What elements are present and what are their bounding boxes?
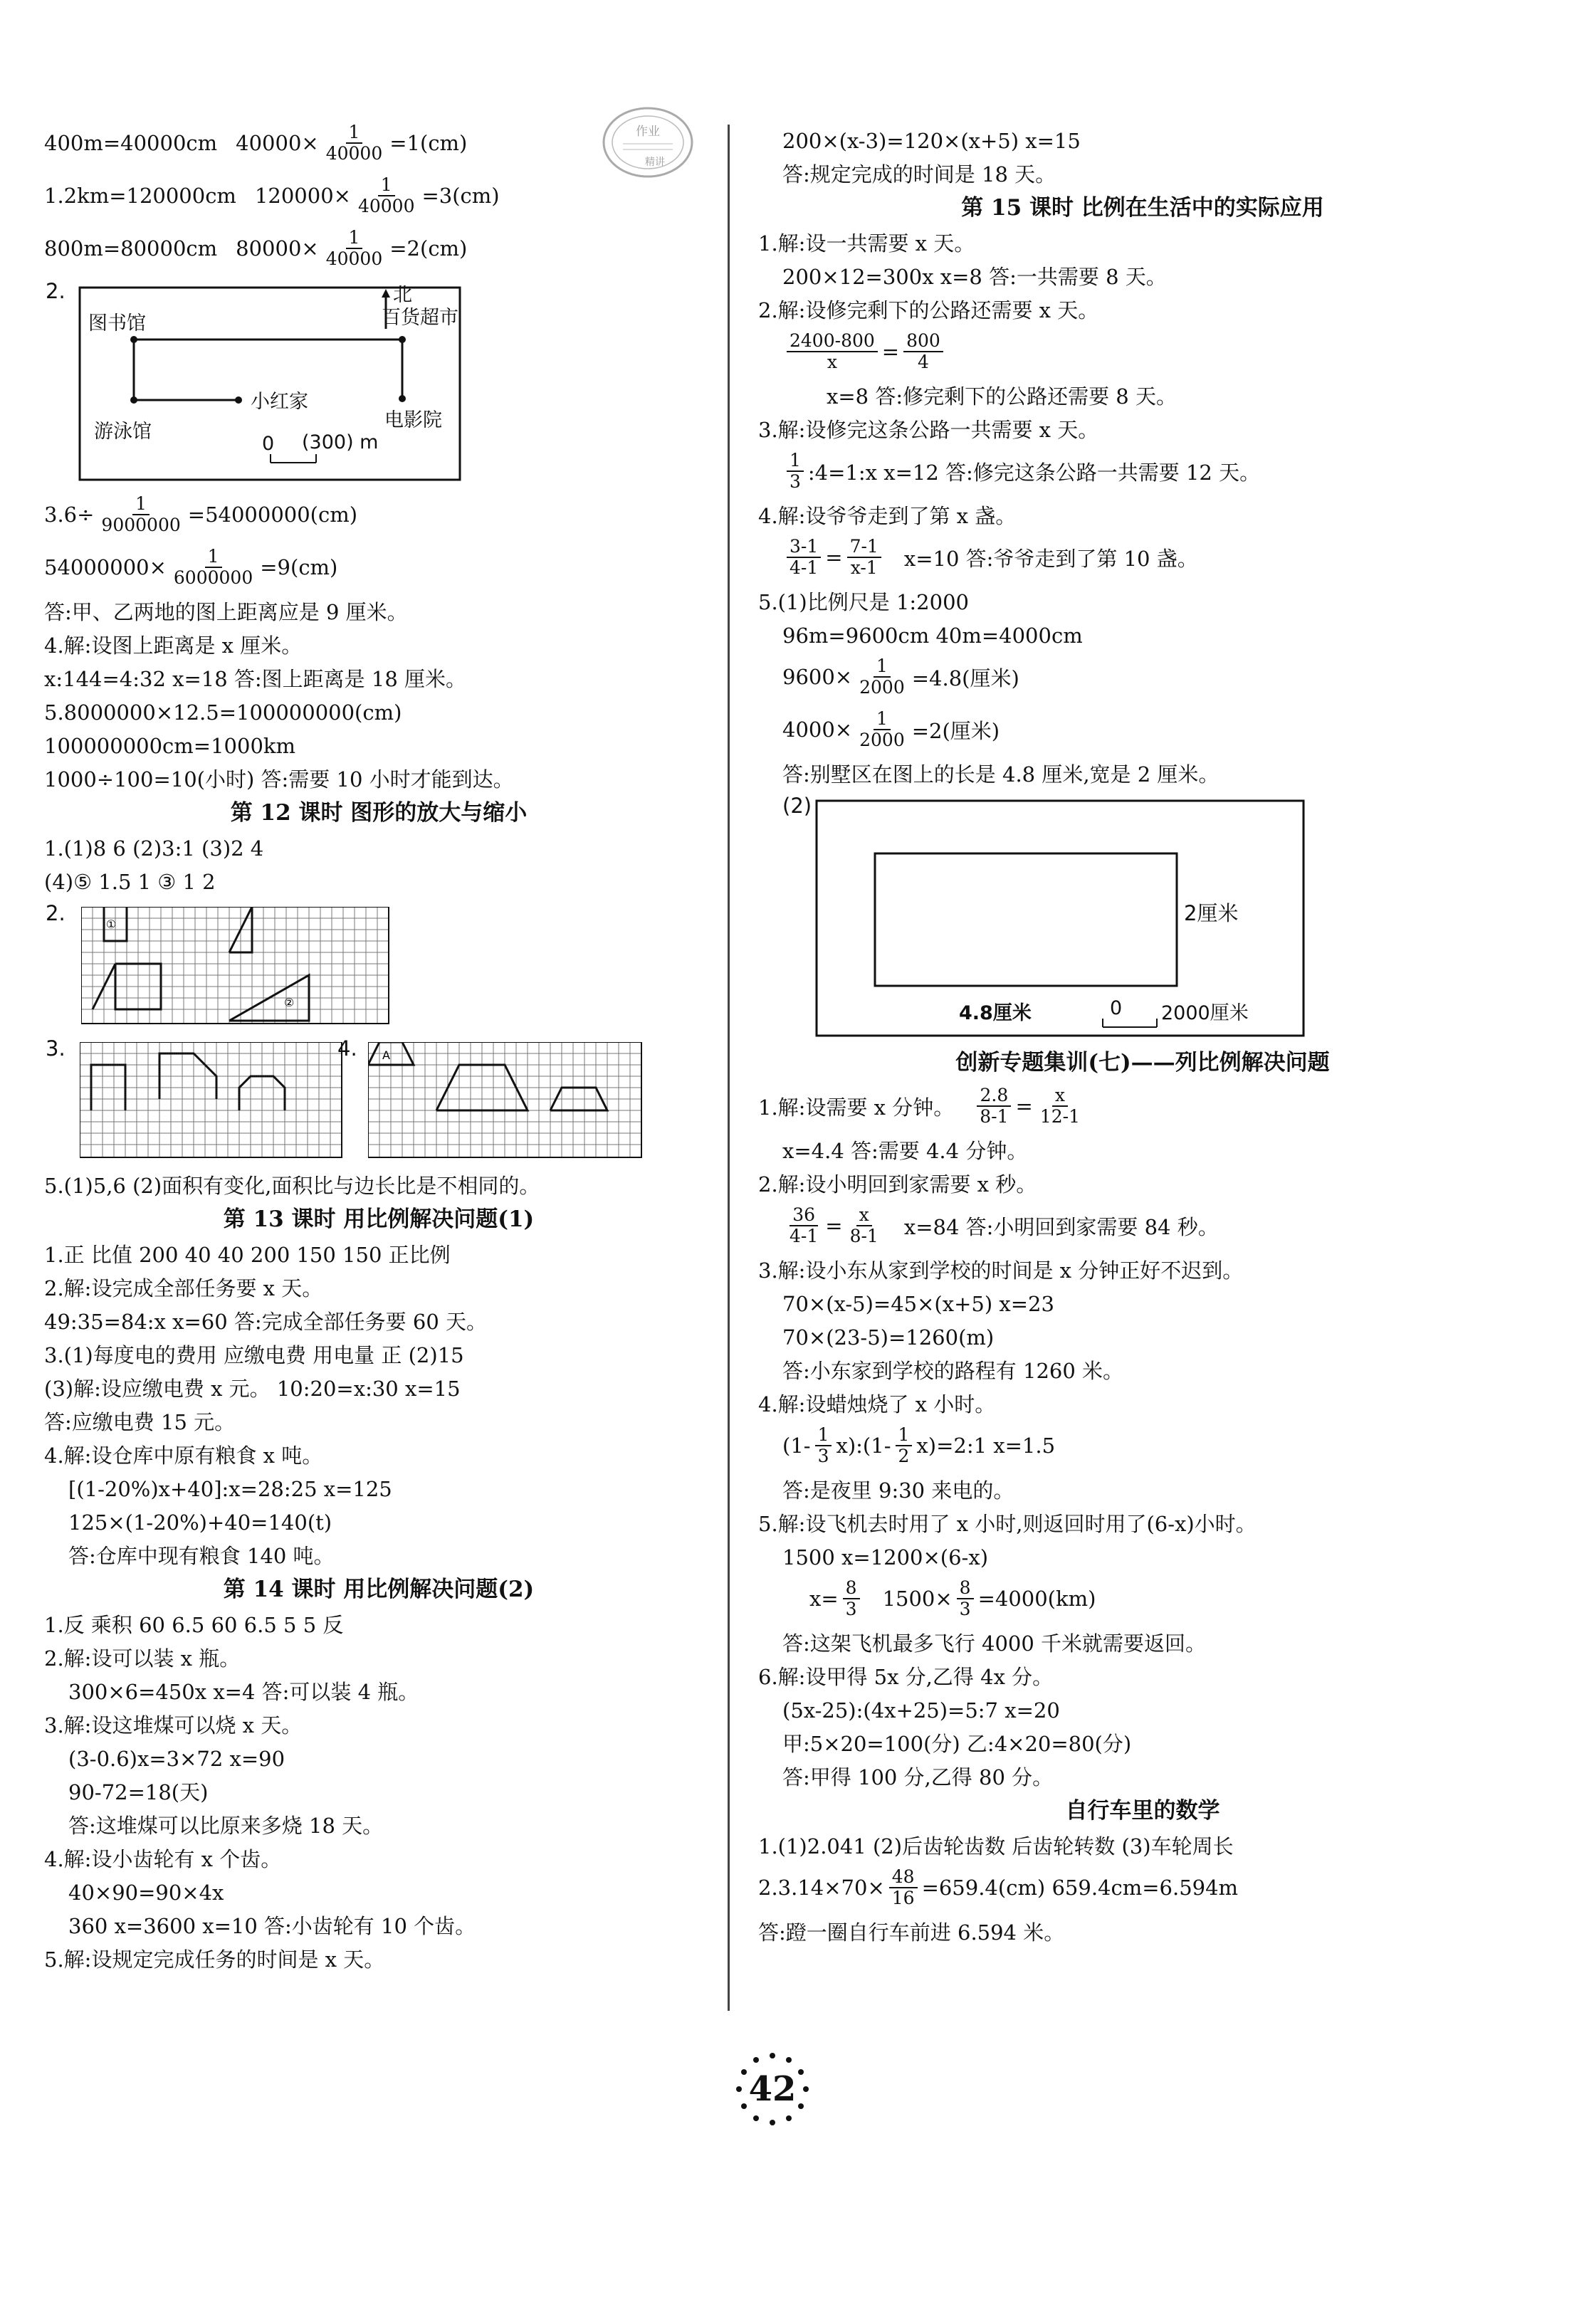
grid3-number: 3. — [46, 1036, 65, 1061]
line-l13e: (3)解:设应缴电费 x 元。 10:20=x:30 x=15 — [44, 1377, 461, 1401]
line-l7: 4.解:设图上距离是 x 厘米。 — [44, 633, 303, 658]
grid4-svg — [368, 1042, 660, 1160]
line-r28: 5.解:设飞机去时用了 x 小时,则返回时用了(6-x)小时。 — [758, 1512, 1257, 1536]
label-pool: 游泳馆 — [94, 421, 152, 443]
villa-number: (2) — [782, 794, 812, 818]
label-scale-unit: (300) m — [302, 431, 379, 453]
line-r6: $\frac{2400-800}{x}$ = $\frac{800}{4}$ — [758, 330, 1527, 374]
line-l14f: 90-72=18(天) — [68, 1780, 209, 1804]
line-l14h: 4.解:设小齿轮有 x 个齿。 — [44, 1847, 282, 1871]
line-r33: (5x-25):(4x+25)=5:7 x=20 — [782, 1698, 1060, 1723]
line-l13d: 3.(1)每度电的费用 应缴电费 用电量 正 (2)15 — [44, 1343, 464, 1367]
line-r1: 200×(x-3)=120×(x+5) x=15 — [782, 129, 1081, 153]
line-r24: 答:小东家到学校的路程有 1260 米。 — [782, 1359, 1124, 1383]
heading-lesson-15: 第 15 课时 比例在生活中的实际应用 — [961, 195, 1324, 221]
map-diagram — [44, 279, 713, 485]
line-r31: 答:这架飞机最多飞行 4000 千米就需要返回。 — [782, 1631, 1207, 1656]
line-r11: $\frac{3-1}{4-1}$ = $\frac{7-1}{x-1}$ x=10 答:爷爷走到了第 10 盏。 — [758, 535, 1527, 579]
line-r16: 答:别墅区在图上的长是 4.8 厘米,宽是 2 厘米。 — [782, 762, 1220, 787]
line-r21: 3.解:设小东从家到学校的时间是 x 分钟正好不迟到。 — [758, 1258, 1244, 1283]
heading-bicycle: 自行车里的数学 — [1065, 1798, 1220, 1824]
line-r34: 甲:5×20=100(分) 乙:4×20=80(分) — [782, 1732, 1132, 1756]
heading-special-7: 创新专题集训(七)——列比例解决问题 — [955, 1050, 1330, 1076]
line-l14b: 2.解:设可以装 x 瓶。 — [44, 1646, 241, 1671]
page-number-badge — [733, 2050, 812, 2128]
line-l14k: 5.解:设规定完成任务的时间是 x 天。 — [44, 1947, 385, 1972]
grid-figure-2 — [44, 901, 713, 1029]
line-r10: 4.解:设爷爷走到了第 x 盏。 — [758, 504, 1017, 528]
line-r2: 答:规定完成的时间是 18 天。 — [782, 162, 1056, 186]
line-r30: x= $\frac{8}{3}$ 1500× $\frac{8}{3}$ =4000(km) — [809, 1577, 1096, 1619]
heading-lesson-12: 第 12 课时 图形的放大与缩小 — [230, 800, 528, 826]
label-library: 图书馆 — [88, 312, 146, 335]
line-r38: 答:蹬一圈自行车前进 6.594 米。 — [758, 1920, 1065, 1945]
line-l1: 400m=40000cm 40000× $\frac{1}{40000}$ =1(cm) — [44, 122, 468, 164]
line-l5: 54000000× $\frac{1}{6000000}$ =9(cm) — [44, 546, 338, 588]
grid2-label-2: ② — [283, 996, 295, 1009]
line-l3: 800m=80000cm 80000× $\frac{1}{40000}$ =2(cm) — [44, 227, 468, 269]
line-l13h: [(1-20%)x+40]:x=28:25 x=125 — [68, 1477, 392, 1501]
line-r4: 200×12=300x x=8 答:一共需要 8 天。 — [782, 265, 1167, 289]
line-r20: $\frac{36}{4-1}$ = $\frac{x}{8-1}$ x=84 答:小明回到家需要 84 秒。 — [790, 1204, 1219, 1246]
line-r15: 4000× $\frac{1}{2000}$ =2(厘米) — [782, 708, 1000, 750]
line-r36: 1.(1)2.041 (2)后齿轮齿数 后齿轮转数 (3)车轮周长 — [758, 1834, 1234, 1858]
line-l13b: 2.解:设完成全部任务要 x 天。 — [44, 1276, 323, 1300]
line-l13j: 答:仓库中现有粮食 140 吨。 — [68, 1544, 335, 1568]
line-l13f: 答:应缴电费 15 元。 — [44, 1410, 236, 1434]
line-l14a: 1.反 乘积 60 6.5 60 6.5 5 5 反 — [44, 1613, 344, 1637]
line-l13g: 4.解:设仓库中原有粮食 x 吨。 — [44, 1444, 323, 1468]
line-l14c: 300×6=450x x=4 答:可以装 4 瓶。 — [68, 1680, 419, 1704]
grid4-number: 4. — [337, 1036, 357, 1061]
heading-lesson-13: 第 13 课时 用比例解决问题(1) — [223, 1206, 535, 1232]
line-l10: 100000000cm=1000km — [44, 734, 295, 758]
line-r37: 2.3.14×70× $\frac{48}{16}$ =659.4(cm) 659.4cm=6.594m — [758, 1866, 1239, 1908]
grid2-label-1: ① — [105, 917, 117, 931]
line-r5: 2.解:设修完剩下的公路还需要 x 天。 — [758, 298, 1099, 322]
line-r27: 答:是夜里 9:30 来电的。 — [782, 1478, 1014, 1503]
left-column — [44, 121, 713, 1979]
label-cinema: 电影院 — [384, 409, 442, 431]
line-r13: 96m=9600cm 40m=4000cm — [782, 624, 1083, 648]
line-r29: 1500 x=1200×(6-x) — [782, 1545, 989, 1570]
line-r25: 4.解:设蜡烛烧了 x 小时。 — [758, 1392, 996, 1416]
page-number: 42 — [748, 2069, 797, 2109]
label-north: 北 — [393, 284, 412, 306]
line-r32: 6.解:设甲得 5x 分,乙得 4x 分。 — [758, 1665, 1054, 1689]
svg-text:作业: 作业 — [636, 125, 660, 139]
line-r22: 70×(x-5)=45×(x+5) x=23 — [782, 1292, 1054, 1316]
label-home: 小红家 — [251, 391, 308, 413]
villa-scale-zero: 0 — [1110, 997, 1123, 1019]
line-r3: 1.解:设一共需要 x 天。 — [758, 231, 975, 256]
map-number: 2. — [46, 279, 65, 303]
line-l14i: 40×90=90×4x — [68, 1881, 224, 1905]
line-r19: 2.解:设小明回到家需要 x 秒。 — [758, 1172, 1037, 1197]
column-divider — [728, 125, 730, 2011]
svg-text:精讲: 精讲 — [645, 157, 665, 168]
line-l14g: 答:这堆煤可以比原来多烧 18 天。 — [68, 1814, 384, 1838]
line-r14: 9600× $\frac{1}{2000}$ =4.8(厘米) — [782, 656, 1019, 698]
line-l9: 5.8000000×12.5=100000000(cm) — [44, 700, 402, 725]
grid-figures-3-4 — [44, 1036, 713, 1164]
line-r7: x=8 答:修完剩下的公路还需要 8 天。 — [827, 384, 1177, 409]
villa-length-label: 4.8厘米 — [959, 1002, 1032, 1024]
line-r26: (1- $\frac{1}{3}$ x):(1- $\frac{1}{2}$ x)=2:1 x=1.5 — [782, 1424, 1056, 1466]
line-l14d: 3.解:设这堆煤可以烧 x 天。 — [44, 1713, 303, 1737]
right-column — [758, 127, 1527, 1952]
line-l12a: 1.(1)8 6 (2)3:1 (3)2 4 — [44, 836, 264, 861]
line-l13c: 49:35=84:x x=60 答:完成全部任务要 60 天。 — [44, 1310, 487, 1334]
line-l12c: 5.(1)5,6 (2)面积有变化,面积比与边长比是不相同的。 — [44, 1174, 540, 1198]
line-r9: $\frac{1}{3}$ :4=1:x x=12 答:修完这条公路一共需要 12 天。 — [758, 449, 1527, 493]
line-l8: x:144=4:32 x=18 答:图上距离是 18 厘米。 — [44, 667, 466, 691]
villa-diagram — [758, 794, 1527, 1043]
villa-width-label: 2厘米 — [1184, 901, 1239, 925]
grid2-svg — [81, 907, 394, 1025]
line-l14e: (3-0.6)x=3×72 x=90 — [68, 1747, 285, 1771]
line-l13a: 1.正 比值 200 40 40 200 150 150 正比例 — [44, 1243, 451, 1267]
grid3-svg — [80, 1042, 350, 1160]
line-r18: x=4.4 答:需要 4.4 分钟。 — [782, 1139, 1028, 1163]
line-l11: 1000÷100=10(小时) 答:需要 10 小时才能到达。 — [44, 767, 514, 792]
line-l4: 3.6÷ $\frac{1}{9000000}$ =54000000(cm) — [44, 493, 358, 535]
grid2-number: 2. — [46, 901, 65, 925]
line-r23: 70×(23-5)=1260(m) — [782, 1325, 995, 1350]
label-scale-zero: 0 — [262, 433, 275, 455]
line-r8: 3.解:设修完这条公路一共需要 x 天。 — [758, 418, 1099, 442]
heading-lesson-14: 第 14 课时 用比例解决问题(2) — [223, 1577, 535, 1602]
grid4-label-a: A — [382, 1048, 390, 1062]
label-mall: 百货超市 — [382, 307, 458, 329]
villa-scale-value: 2000厘米 — [1161, 1002, 1249, 1024]
line-l12b: (4)⑤ 1.5 1 ③ 1 2 — [44, 870, 216, 894]
line-l2: 1.2km=120000cm 120000× $\frac{1}{40000}$ =3(cm) — [44, 174, 500, 216]
line-r35: 答:甲得 100 分,乙得 80 分。 — [782, 1765, 1054, 1789]
line-r12: 5.(1)比例尺是 1:2000 — [758, 590, 969, 614]
line-l6: 答:甲、乙两地的图上距离应是 9 厘米。 — [44, 600, 408, 624]
line-l13i: 125×(1-20%)+40=140(t) — [68, 1510, 332, 1535]
line-l14j: 360 x=3600 x=10 答:小齿轮有 10 个齿。 — [68, 1914, 476, 1938]
line-r17: 1.解:设需要 x 分钟。 $\frac{2.8}{8-1}$ = $\frac{x}{12-1}$ — [758, 1085, 1080, 1127]
